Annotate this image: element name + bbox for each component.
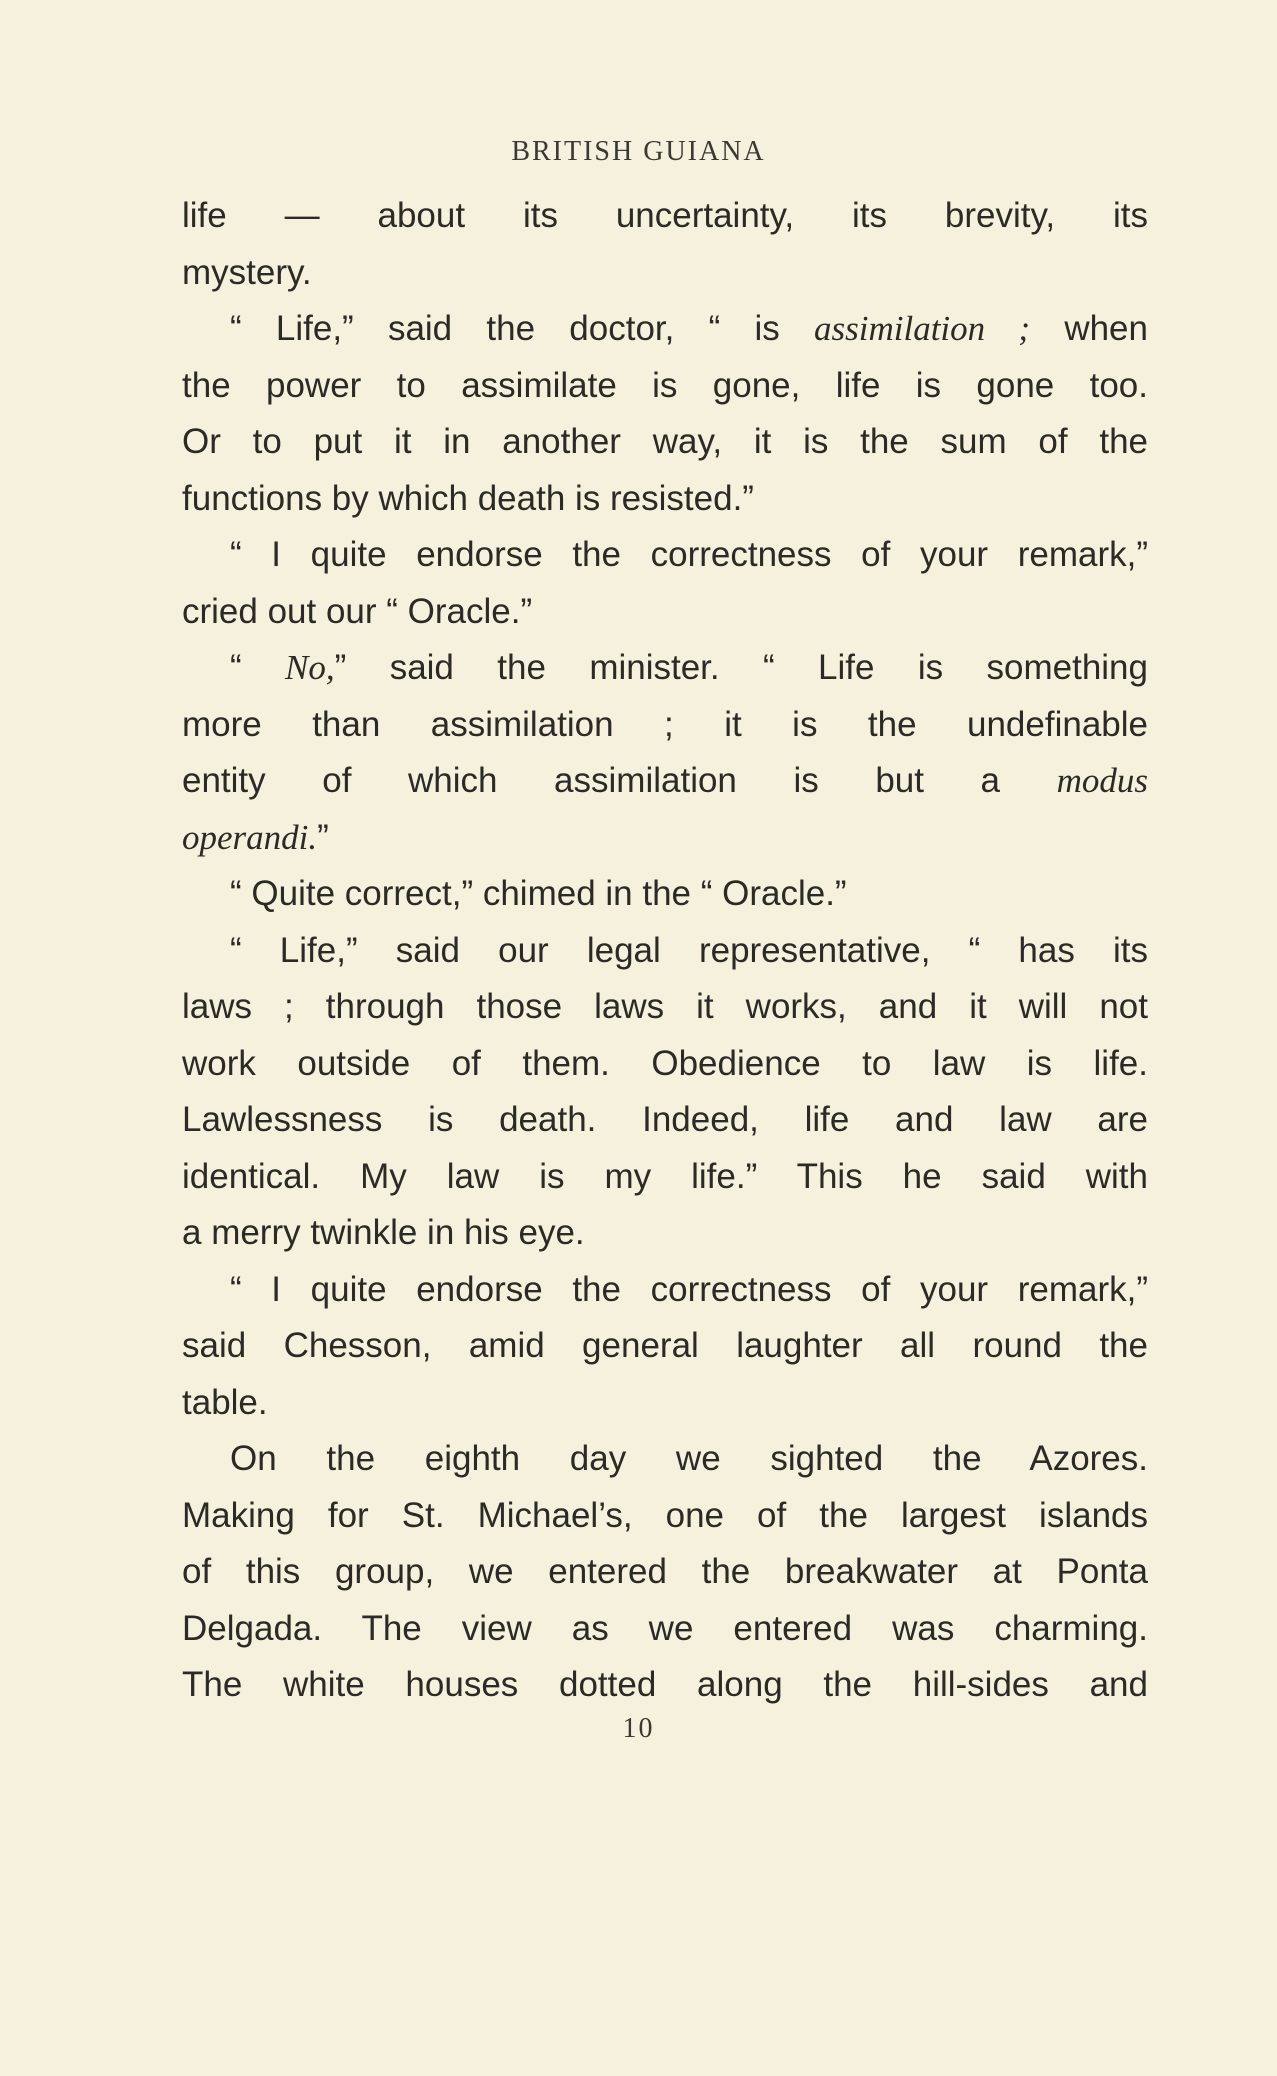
page-number: 10 [622, 1713, 655, 1744]
text-line: Making for St. Michael’s, one of the largest islands [182, 1495, 1148, 1535]
text-segment: when [1030, 309, 1148, 348]
text-line: of this group, we entered the breakwater at Ponta [182, 1552, 1148, 1591]
text-line: identical. My law is my life.” This he said with [182, 1156, 1148, 1196]
text-line: said Chesson, amid general laughter all round the [182, 1326, 1148, 1365]
text-line: On the eighth day we sighted the Azores. [230, 1439, 1148, 1478]
text-line: Delgada. The view as we entered was charming. [182, 1608, 1148, 1648]
text-line [182, 810, 1148, 867]
text-line: The white houses dotted along the hill-sides and [182, 1665, 1148, 1704]
text-line: “ Life,” said our legal representative, “ has its [230, 930, 1148, 970]
italic-text: modus [1056, 761, 1148, 800]
text-segment: “ [230, 648, 286, 687]
text-line: more than assimilation ; it is the undefinable [182, 704, 1148, 744]
text-line: a merry twinkle in his eye. [182, 1213, 585, 1252]
text-line: “ I quite endorse the correctness of your remark,” [230, 535, 1148, 574]
text-line: “ Quite correct,” chimed in the “ Oracle.” [230, 874, 847, 913]
text-segment: entity of which assimilation is but a [182, 761, 1057, 800]
text-line [182, 301, 1148, 358]
text-line: cried out our “ Oracle.” [182, 591, 533, 631]
text-line: “ I quite endorse the correctness of your remark,” [230, 1269, 1148, 1309]
text-line: Lawlessness is death. Indeed, life and law are [182, 1100, 1148, 1139]
body-text [182, 188, 1148, 1714]
text-line: the power to assimilate is gone, life is gone too. [182, 365, 1148, 405]
text-line: table. [182, 1382, 268, 1422]
text-segment: “ Life,” said the doctor, “ is [230, 309, 815, 348]
text-line [182, 753, 1148, 810]
text-line: laws ; through those laws it works, and it will not [182, 987, 1148, 1026]
text-line: work outside of them. Obedience to law is life. [182, 1043, 1148, 1083]
text-line [182, 640, 1148, 697]
text-line: life — about its uncertainty, its brevity, its [182, 196, 1148, 235]
text-line: functions by which death is resisted.” [182, 478, 754, 518]
text-line: mystery. [182, 252, 312, 292]
italic-text: No, [285, 648, 335, 687]
italic-text: operandi. [182, 817, 318, 857]
text-line: Or to put it in another way, it is the sum of the [182, 422, 1148, 461]
text-segment: ” [317, 817, 329, 857]
text-segment: ” said the minister. “ Life is something [334, 648, 1148, 687]
italic-text: assimilation ; [814, 309, 1031, 348]
running-head: BRITISH GUIANA [511, 136, 766, 167]
